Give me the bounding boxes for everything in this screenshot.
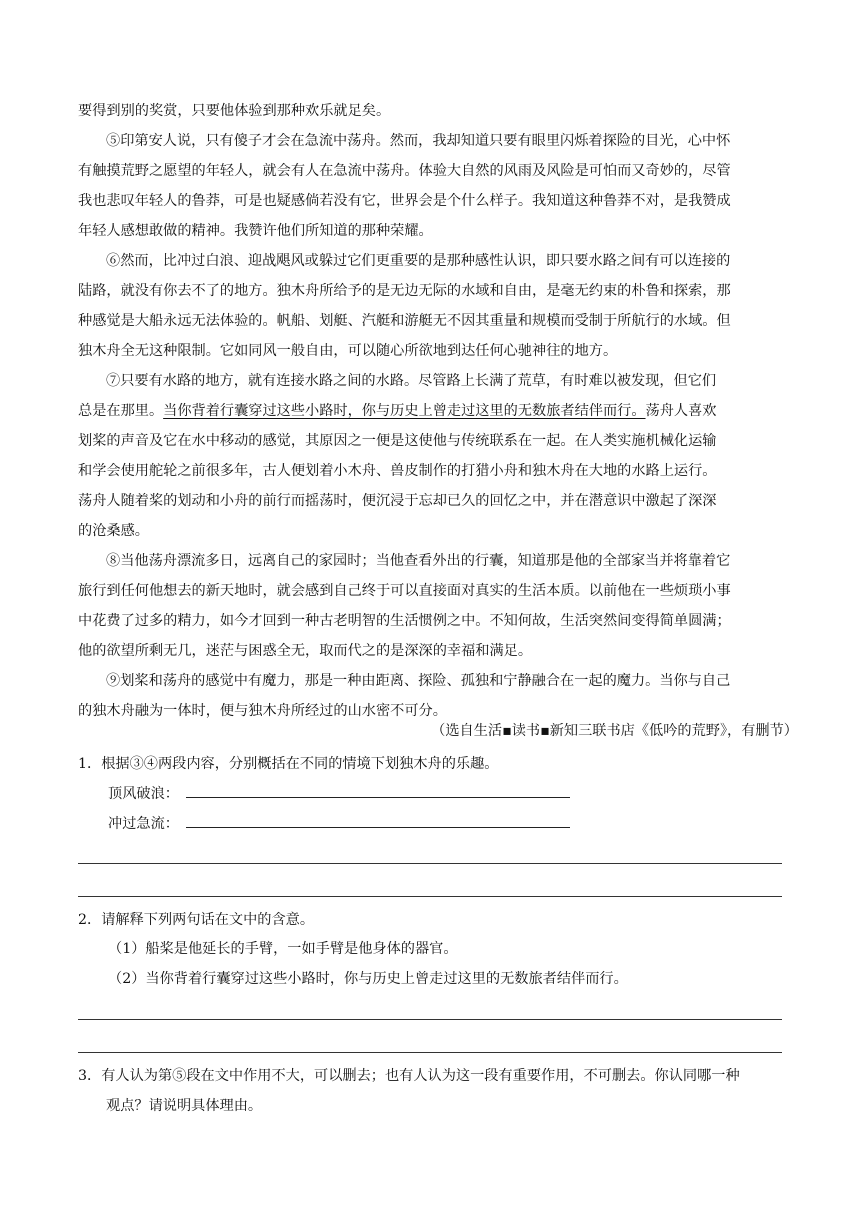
paragraph-6-line: 独木舟全无这种限制。它如同风一般自由，可以随心所欲地到达任何心驰神往的地方。 [78,343,618,359]
paragraph-7-line: 的沧桑感。 [78,523,149,539]
paragraph-7-line: ⑦只要有水路的地方，就有连接水路之间的水路。尽管路上长满了荒草，有时难以被发现，但它们 [106,373,717,389]
passage-line: 要得到别的奖赏，只要他体验到那种欢乐就足矣。 [78,103,391,119]
question-3-stem-continued: 观点？请说明具体理由。 [106,1098,263,1114]
paragraph-5-line: ⑤印第安人说，只有傻子才会在急流中荡舟。然而，我却知道只要有眼里闪烁着探险的目光，心中怀 [106,133,731,149]
paragraph-6-line: ⑥然而，比冲过白浪、迎战飓风或躲过它们更重要的是那种感性认识，即只要水路之间有可以连接的 [106,253,731,269]
answer-line[interactable] [78,896,782,897]
paragraph-6-line: 陆路，就没有你去不了的地方。独木舟所给予的是无边无际的水域和自由，是毫无约束的朴鲁和探索，那 [78,283,731,299]
answer-blank-1[interactable] [186,797,570,798]
paragraph-7-line: 和学会使用舵轮之前很多年，古人便划着小木舟、兽皮制作的打猎小舟和独木舟在大地的水路上运行。 [78,463,717,479]
paragraph-5-line: 我也悲叹年轻人的鲁莽，可是也疑感倘若没有它，世界会是个什么样子。我知道这种鲁莽不对，是我赞成 [78,193,731,209]
passage-text: 荡舟人喜欢 [645,403,717,419]
question-2-item-2: （2）当你背着行囊穿过这些小路时，你与历史上曾走过这里的无数旅者结伴而行。 [108,971,628,987]
paragraph-8-line: ⑧当他荡舟漂流多日，远离自己的家园时；当他查看外出的行囊，知道那是他的全部家当并将靠着它 [106,553,731,569]
paragraph-7-line: 划桨的声音及它在水中移动的感觉，其原因之一便是这使他与传统联系在一起。在人类实施机械化运输 [78,433,717,449]
question-2-item-1: （1）船桨是他延长的手臂，一如手臂是他身体的器官。 [108,941,458,957]
paragraph-8-line: 中花费了过多的精力，如今才回到一种古老明智的生活惯例之中。不知何故，生活突然间变得简单圆满； [78,613,731,629]
paragraph-7-line: 荡舟人随着桨的划动和小舟的前行而摇荡时，便沉浸于忘却已久的回忆之中，并在潜意识中激起了深深 [78,493,717,509]
question-3-stem: 3．有人认为第⑤段在文中作用不大，可以删去；也有人认为这一段有重要作用，不可删去。你认同哪一种 [78,1068,740,1084]
question-1-item-2-label: 冲过急流： [108,816,179,832]
answer-blank-2[interactable] [186,827,570,828]
question-1-stem: 1．根据③④两段内容，分别概括在不同的情境下划独木舟的乐趣。 [78,756,499,772]
question-2-stem: 2．请解释下列两句话在文中的含意。 [78,912,315,928]
passage-text: 总是在那里。 [78,403,164,419]
paragraph-9-line: ⑨划桨和荡舟的感觉中有魔力，那是一种由距离、探险、孤独和宁静融合在一起的魔力。当你与自己 [106,673,731,689]
paragraph-8-line: 旅行到任何他想去的新天地时，就会感到自己终于可以直接面对真实的生活本质。以前他在一些烦琐小事 [78,583,731,599]
answer-line[interactable] [78,863,782,864]
answer-line[interactable] [78,1052,782,1053]
paragraph-6-line: 种感觉是大船永远无法体验的。帆船、划艇、汽艇和游艇无不因其重量和规模而受制于所航行的水域。但 [78,313,731,329]
paragraph-8-line: 他的欲望所剩无几，迷茫与困惑全无，取而代之的是深深的幸福和满足。 [78,643,533,659]
answer-line[interactable] [78,1019,782,1020]
paragraph-7-line [78,401,784,421]
paragraph-5-line: 年轻人感想敢做的精神。我赞许他们所知道的那种荣耀。 [78,223,433,239]
paragraph-9-line: 的独木舟融为一体时，便与独木舟所经过的山水密不可分。 [78,703,447,719]
paragraph-5-line: 有触摸荒野之愿望的年轻人，就会有人在急流中荡舟。体验大自然的风雨及风险是可怕而又奇妙的，尽管 [78,163,731,179]
question-1-item-1-label: 顶风破浪： [108,786,179,802]
source-citation: （选自生活▪读书▪新知三联书店《低吟的荒野》，有删节） [431,723,798,739]
underlined-sentence: 当你背着行囊穿过这些小路时，你与历史上曾走过这里的无数旅者结伴而行。 [163,403,646,419]
